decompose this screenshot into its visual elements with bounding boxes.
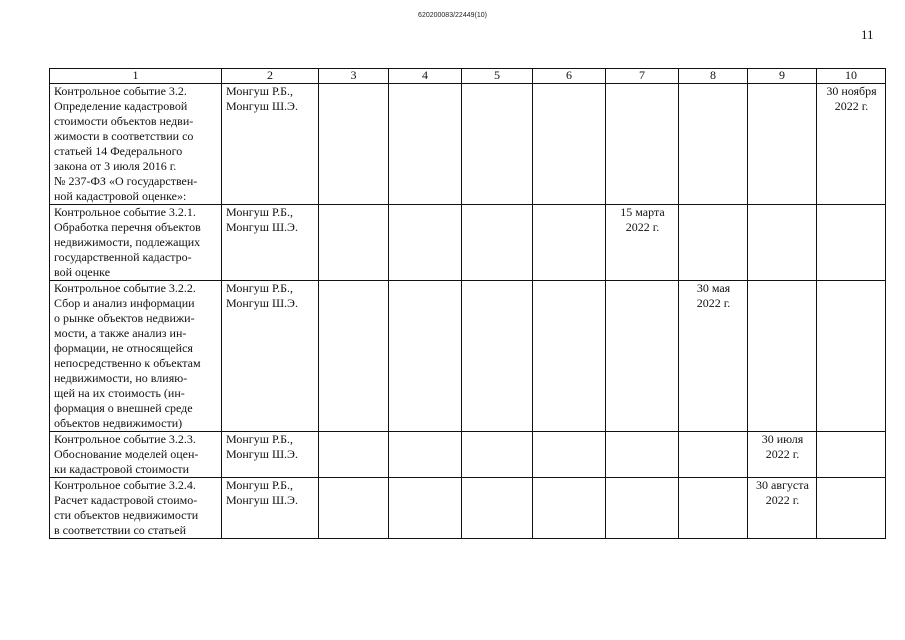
event-text-line: Контрольное событие 3.2.3. — [54, 432, 196, 446]
empty-cell — [389, 281, 462, 432]
responsible-name: Монгуш Ш.Э. — [226, 296, 298, 310]
event-text-line: непосредственно к объектам — [54, 356, 201, 370]
empty-cell — [533, 478, 606, 539]
deadline-text: 30 мая — [696, 281, 731, 295]
schedule-table — [49, 68, 886, 539]
table-row — [50, 432, 886, 478]
column-number-8: 8 — [679, 69, 748, 84]
control-event-cell — [50, 432, 222, 478]
deadline-date-cell — [748, 432, 817, 478]
table-row — [50, 84, 886, 205]
deadline-text: 30 августа — [756, 478, 809, 492]
empty-cell — [748, 281, 817, 432]
deadline-text: 2022 г. — [765, 493, 800, 507]
event-text-line: щей на их стоимость (ин- — [54, 386, 185, 400]
event-text-line: Расчет кадастровой стоимо- — [54, 493, 198, 507]
empty-cell — [319, 432, 389, 478]
responsible-name: Монгуш Ш.Э. — [226, 447, 298, 461]
empty-cell — [817, 205, 886, 281]
responsible-cell — [222, 281, 319, 432]
event-text-line: формация о внешней среде — [54, 401, 193, 415]
event-text-line: Контрольное событие 3.2. — [54, 84, 187, 98]
event-text-line: в соответствии со статьей — [54, 523, 186, 537]
event-text-line: ки кадастровой стоимости — [54, 462, 190, 476]
empty-cell — [533, 205, 606, 281]
event-text-line: Определение кадастровой — [54, 99, 188, 113]
empty-cell — [319, 205, 389, 281]
control-event-cell — [50, 205, 222, 281]
responsible-cell — [222, 84, 319, 205]
empty-cell — [533, 281, 606, 432]
responsible-cell — [222, 432, 319, 478]
column-number-10: 10 — [817, 69, 886, 84]
event-text-line: объектов недвижимости) — [54, 416, 183, 430]
empty-cell — [533, 84, 606, 205]
empty-cell — [389, 432, 462, 478]
empty-cell — [319, 281, 389, 432]
event-text-line: Обоснование моделей оцен- — [54, 447, 199, 461]
responsible-name: Монгуш Ш.Э. — [226, 99, 298, 113]
deadline-date-cell — [817, 84, 886, 205]
event-text-line: Контрольное событие 3.2.4. — [54, 478, 196, 492]
event-text-line: о рынке объектов недвижи- — [54, 311, 195, 325]
responsible-name: Монгуш Р.Б., — [226, 84, 294, 98]
deadline-text: 2022 г. — [765, 447, 800, 461]
empty-cell — [679, 432, 748, 478]
table-row — [50, 478, 886, 539]
control-event-cell — [50, 478, 222, 539]
deadline-date-cell — [679, 281, 748, 432]
responsible-cell — [222, 205, 319, 281]
empty-cell — [389, 205, 462, 281]
empty-cell — [462, 478, 533, 539]
event-text-line: Сбор и анализ информации — [54, 296, 195, 310]
event-text-line: закона от 3 июля 2016 г. — [54, 159, 177, 173]
event-text-line: жимости в соответствии со — [54, 129, 194, 143]
event-text-line: государственной кадастро- — [54, 250, 192, 264]
event-text-line: Контрольное событие 3.2.1. — [54, 205, 196, 219]
page-number: 11 — [861, 27, 874, 42]
responsible-name: Монгуш Р.Б., — [226, 205, 294, 219]
column-number-1: 1 — [50, 69, 222, 84]
empty-cell — [679, 205, 748, 281]
empty-cell — [462, 281, 533, 432]
event-text-line: вой оценке — [54, 265, 111, 279]
empty-cell — [679, 84, 748, 205]
empty-cell — [817, 478, 886, 539]
deadline-date-cell — [748, 478, 817, 539]
column-number-3: 3 — [319, 69, 389, 84]
event-text-line: недвижимости, но влияю- — [54, 371, 188, 385]
control-event-cell — [50, 281, 222, 432]
event-text-line: формации, не относящейся — [54, 341, 193, 355]
empty-cell — [389, 478, 462, 539]
responsible-name: Монгуш Ш.Э. — [226, 493, 298, 507]
empty-cell — [817, 281, 886, 432]
empty-cell — [748, 205, 817, 281]
event-text-line: мости, а также анализ ин- — [54, 326, 187, 340]
empty-cell — [389, 84, 462, 205]
event-text-line: сти объектов недвижимости — [54, 508, 199, 522]
empty-cell — [462, 432, 533, 478]
table-row — [50, 205, 886, 281]
deadline-text: 2022 г. — [834, 99, 869, 113]
empty-cell — [748, 84, 817, 205]
event-text-line: ной кадастровой оценке»: — [54, 189, 187, 203]
responsible-name: Монгуш Р.Б., — [226, 478, 294, 492]
column-number-row — [50, 69, 886, 84]
document-id: 620200083/22449(10) — [418, 12, 487, 19]
event-text-line: № 237-ФЗ «О государствен- — [54, 174, 198, 188]
column-number-9: 9 — [748, 69, 817, 84]
event-text-line: недвижимости, подлежащих — [54, 235, 201, 249]
column-number-6: 6 — [533, 69, 606, 84]
empty-cell — [462, 205, 533, 281]
empty-cell — [319, 478, 389, 539]
deadline-text: 2022 г. — [696, 296, 731, 310]
empty-cell — [533, 432, 606, 478]
responsible-name: Монгуш Р.Б., — [226, 432, 294, 446]
empty-cell — [606, 432, 679, 478]
column-number-5: 5 — [462, 69, 533, 84]
empty-cell — [319, 84, 389, 205]
deadline-text: 2022 г. — [625, 220, 660, 234]
empty-cell — [817, 432, 886, 478]
column-number-2: 2 — [222, 69, 319, 84]
empty-cell — [606, 478, 679, 539]
empty-cell — [606, 281, 679, 432]
column-number-7: 7 — [606, 69, 679, 84]
deadline-text: 30 ноября — [826, 84, 877, 98]
column-number-4: 4 — [389, 69, 462, 84]
empty-cell — [606, 84, 679, 205]
event-text-line: Контрольное событие 3.2.2. — [54, 281, 196, 295]
deadline-text: 15 марта — [620, 205, 665, 219]
responsible-name: Монгуш Ш.Э. — [226, 220, 298, 234]
table-row — [50, 281, 886, 432]
deadline-text: 30 июля — [761, 432, 804, 446]
deadline-date-cell — [606, 205, 679, 281]
control-event-cell — [50, 84, 222, 205]
empty-cell — [462, 84, 533, 205]
responsible-cell — [222, 478, 319, 539]
event-text-line: Обработка перечня объектов — [54, 220, 201, 234]
event-text-line: стоимости объектов недви- — [54, 114, 194, 128]
event-text-line: статьей 14 Федерального — [54, 144, 183, 158]
responsible-name: Монгуш Р.Б., — [226, 281, 294, 295]
empty-cell — [679, 478, 748, 539]
